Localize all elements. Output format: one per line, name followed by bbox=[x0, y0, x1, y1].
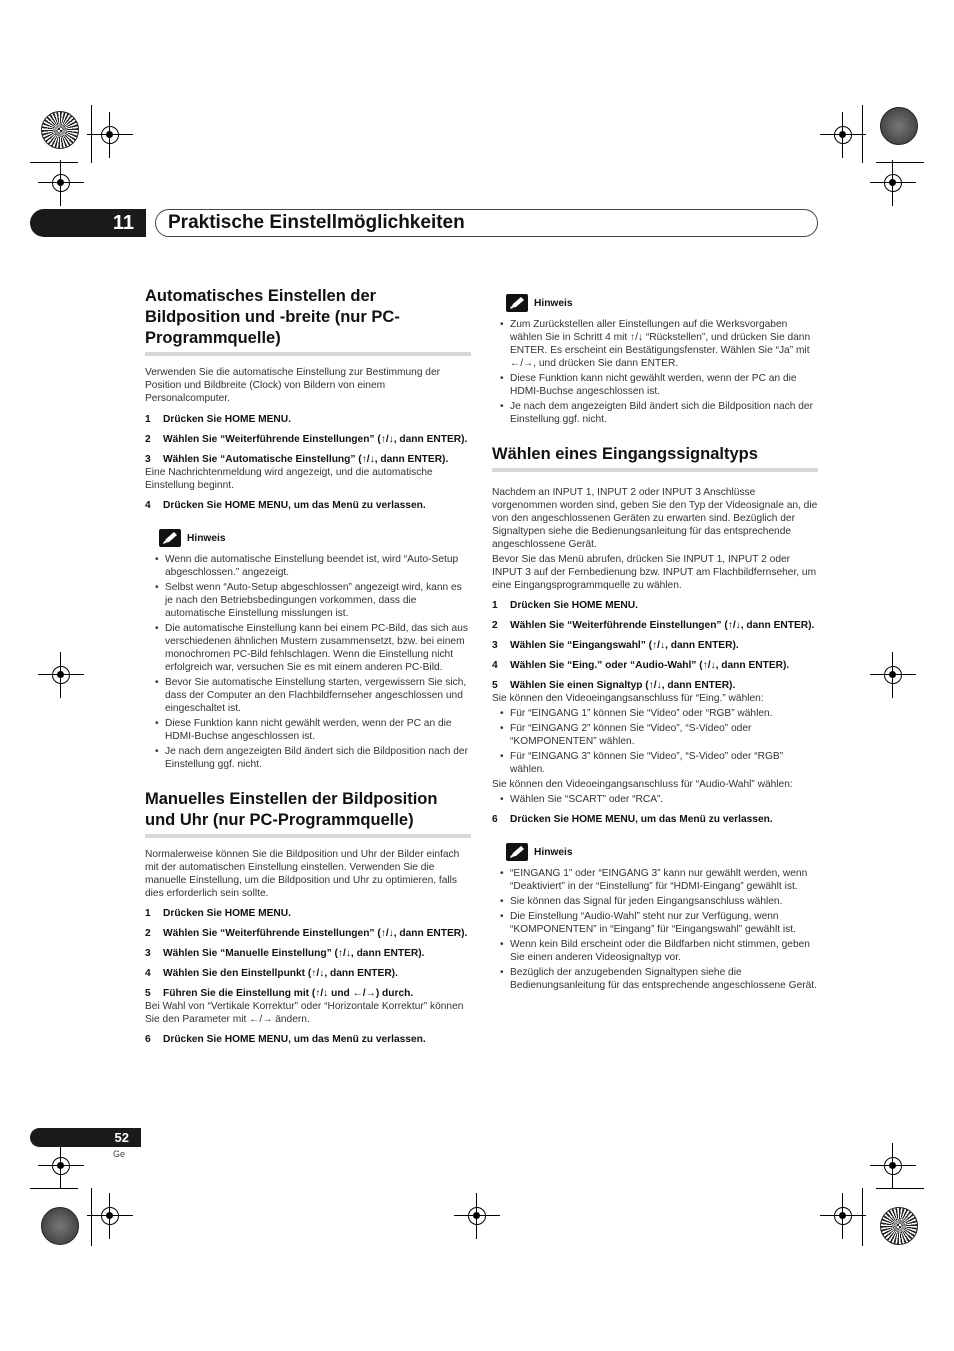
note-pencil-icon bbox=[506, 294, 528, 312]
crosshair-mark bbox=[48, 662, 74, 688]
step: 3 Wählen Sie “Eingangswahl” (↑/↓, dann ENTER). bbox=[492, 640, 739, 651]
step: 1 Drücken Sie HOME MENU. bbox=[492, 600, 638, 611]
list-item: • Die automatische Einstellung kann bei einem PC-Bild, das sich aus verschiedenen ähnlichen Mustern zusammensetzt, bzw. bei einem monochromen PC-Bild fehlschlagen. Wenn die Einstellung nicht erfolgreich war, versuchen Sie es mit einem anderen PC-Bild. bbox=[155, 622, 471, 674]
step: 3 Wählen Sie “Manuelle Einstellung” (↑/↓, dann ENTER). bbox=[145, 948, 425, 959]
section-title-manual-adjust: Manuelles Einstellen der Bildposition und Uhr (nur PC-Programmquelle) bbox=[145, 789, 471, 838]
crosshair-mark bbox=[48, 1153, 74, 1179]
paragraph: Normalerweise können Sie die Bildposition und Uhr der Bilder einfach mit der automatischen Einstellung einstellen. Verwenden Sie die manuelle Einstellung, um die Bildposition und Uhr zu optimieren, falls dies erforderlich sein sollte. bbox=[145, 849, 460, 899]
list-item: • Diese Funktion kann nicht gewählt werden, wenn der PC an die HDMI-Buchse angeschlossen ist. bbox=[155, 717, 471, 743]
list-item: • Je nach dem angezeigten Bild ändert sich die Bildposition nach der Einstellung ggf. nicht. bbox=[155, 745, 471, 771]
list-item: • Die Einstellung “Audio-Wahl” steht nur zur Verfügung, wenn “KOMPONENTEN” in “Eingang” für “Eingangswahl” gewählt ist. bbox=[500, 910, 818, 936]
section-title-auto-adjust: Automatisches Einstellen der Bildposition und -breite (nur PC-Programmquelle) bbox=[145, 286, 471, 356]
list-item: • Selbst wenn “Auto-Setup abgeschlossen” angezeigt wird, kann es je nach den Betriebsbedingungen vorkommen, dass die automatische Einstellung misslungen ist. bbox=[155, 581, 471, 620]
crop-mark bbox=[30, 1188, 78, 1189]
list-item: • Wenn die automatische Einstellung beendet ist, wird “Auto-Setup abgeschlossen.” angezeigt. bbox=[155, 553, 471, 579]
step: 6 Drücken Sie HOME MENU, um das Menü zu verlassen. bbox=[145, 1034, 426, 1045]
registration-disc-bottom-right bbox=[880, 1207, 918, 1245]
step: 4 Drücken Sie HOME MENU, um das Menü zu verlassen. bbox=[145, 500, 426, 511]
list-item: • “EINGANG 1” oder “EINGANG 3” kann nur gewählt werden, wenn “Deaktiviert” in der “Einstellung” für “HDMI-Eingang” gewählt ist. bbox=[500, 867, 818, 893]
paragraph: Nachdem an INPUT 1, INPUT 2 oder INPUT 3 Anschlüsse vorgenommen worden sind, geben Sie den Typ der Videosignale an, die von den angeschlossenen Geräten zu erwarten sind. Bezüglich der Signaltypen siehe die Bedienungsanleitung für das entsprechende angeschlossene Gerät. bbox=[492, 487, 818, 550]
note-list bbox=[500, 867, 818, 992]
crosshair-mark bbox=[880, 1153, 906, 1179]
step: 5 Wählen Sie einen Signaltyp (↑/↓, dann ENTER). bbox=[492, 680, 736, 691]
language-code: Ge bbox=[113, 1149, 126, 1159]
registration-disc-top-left bbox=[41, 111, 79, 149]
note-pencil-icon bbox=[506, 843, 528, 861]
note-heading: Hinweis bbox=[159, 529, 471, 547]
step: 6 Drücken Sie HOME MENU, um das Menü zu verlassen. bbox=[492, 814, 773, 825]
list-item: • Für “EINGANG 3” können Sie “Video”, “S-Video” oder “RGB” wählen. bbox=[500, 750, 818, 776]
list-item: • Sie können das Signal für jeden Eingangsanschluss wählen. bbox=[500, 895, 818, 908]
step: 4 Wählen Sie “Eing.” oder “Audio-Wahl” (↑/↓, dann ENTER). bbox=[492, 660, 790, 671]
registration-disc-bottom-left bbox=[41, 1207, 79, 1245]
paragraph: Sie können den Videoeingangsanschluss für “Audio-Wahl” wählen: bbox=[492, 779, 793, 790]
paragraph: Bevor Sie das Menü abrufen, drücken Sie INPUT 1, INPUT 2 oder INPUT 3 auf der Fernbedienung bzw. INPUT am Flachbildfernseher, um eine Eingangsprogrammquelle zu wählen. bbox=[492, 554, 817, 591]
note-list bbox=[155, 553, 471, 771]
crop-mark bbox=[862, 1188, 863, 1246]
step: 1 Drücken Sie HOME MENU. bbox=[145, 414, 291, 425]
option-list bbox=[500, 793, 818, 806]
note-heading: Hinweis bbox=[506, 843, 818, 861]
chapter-number: 11 bbox=[30, 209, 146, 237]
note-pencil-icon bbox=[159, 529, 181, 547]
crop-mark bbox=[91, 1188, 92, 1246]
crosshair-mark bbox=[48, 170, 74, 196]
crosshair-mark bbox=[97, 122, 123, 148]
option-list bbox=[500, 707, 818, 776]
note-heading: Hinweis bbox=[506, 294, 818, 312]
list-item: • Zum Zurückstellen aller Einstellungen auf die Werksvorgaben wählen Sie in Schritt 4 mit ↑/↓ “Rückstellen”, und drücken Sie dann ENTER. Es erscheint ein Bestätigungsfenster. Wählen Sie “Ja” mit ←/→, und drücken Sie dann ENTER. bbox=[500, 318, 818, 370]
step: 2 Wählen Sie “Weiterführende Einstellungen” (↑/↓, dann ENTER). bbox=[145, 434, 468, 445]
step: 2 Wählen Sie “Weiterführende Einstellungen” (↑/↓, dann ENTER). bbox=[492, 620, 815, 631]
step: 4 Wählen Sie den Einstellpunkt (↑/↓, dann ENTER). bbox=[145, 968, 398, 979]
crop-mark bbox=[91, 105, 92, 163]
paragraph: Eine Nachrichtenmeldung wird angezeigt, und die automatische Einstellung beginnt. bbox=[145, 467, 433, 491]
crop-mark bbox=[876, 162, 924, 163]
list-item: • Diese Funktion kann nicht gewählt werden, wenn der PC an die HDMI-Buchse angeschlossen ist. bbox=[500, 372, 818, 398]
crosshair-mark bbox=[464, 1203, 490, 1229]
registration-disc-top-right bbox=[880, 107, 918, 145]
list-item: • Wenn kein Bild erscheint oder die Bildfarben nicht stimmen, geben Sie einen anderen Videosignaltyp vor. bbox=[500, 938, 818, 964]
chapter-title: Praktische Einstellmöglichkeiten bbox=[155, 209, 818, 237]
crosshair-mark bbox=[880, 170, 906, 196]
list-item: • Für “EINGANG 1” können Sie “Video” oder “RGB” wählen. bbox=[500, 707, 818, 720]
crosshair-mark bbox=[97, 1203, 123, 1229]
crosshair-mark bbox=[880, 662, 906, 688]
list-item: • Wählen Sie “SCART” oder “RCA”. bbox=[500, 793, 818, 806]
note-list bbox=[500, 318, 818, 426]
left-column bbox=[145, 286, 471, 1046]
list-item: • Je nach dem angezeigten Bild ändert sich die Bildposition nach der Einstellung ggf. nicht. bbox=[500, 400, 818, 426]
step: 1 Drücken Sie HOME MENU. bbox=[145, 908, 291, 919]
paragraph: Bei Wahl von “Vertikale Korrektur” oder “Horizontale Korrektur” können Sie den Parameter mit ←/→ ändern. bbox=[145, 1001, 464, 1025]
crosshair-mark bbox=[830, 1203, 856, 1229]
page-number: 52 bbox=[30, 1128, 141, 1147]
crop-mark bbox=[876, 1188, 924, 1189]
crosshair-mark bbox=[830, 122, 856, 148]
paragraph: Sie können den Videoeingangsanschluss für “Eing.” wählen: bbox=[492, 693, 764, 704]
list-item: • Für “EINGANG 2” können Sie “Video”, “S-Video” oder “KOMPONENTEN” wählen. bbox=[500, 722, 818, 748]
paragraph: Verwenden Sie die automatische Einstellung zur Bestimmung der Position und Bildbreite (Clock) von Bildern von einem Personalcomputer. bbox=[145, 367, 441, 404]
step: 2 Wählen Sie “Weiterführende Einstellungen” (↑/↓, dann ENTER). bbox=[145, 928, 468, 939]
section-title-input-signal: Wählen eines Eingangssignaltyps bbox=[492, 444, 818, 472]
crop-mark bbox=[30, 162, 78, 163]
right-column bbox=[492, 294, 818, 992]
list-item: • Bevor Sie automatische Einstellung starten, vergewissern Sie sich, dass der Computer an den Flachbildfernseher angeschlossen und eingeschaltet ist. bbox=[155, 676, 471, 715]
list-item: • Bezüglich der anzugebenden Signaltypen siehe die Bedienungsanleitung für das entsprechende angeschlossene Gerät. bbox=[500, 966, 818, 992]
step: 5 Führen Sie die Einstellung mit (↑/↓ und ←/→) durch. bbox=[145, 988, 414, 999]
crop-mark bbox=[862, 105, 863, 163]
step: 3 Wählen Sie “Automatische Einstellung” (↑/↓, dann ENTER). bbox=[145, 454, 449, 465]
